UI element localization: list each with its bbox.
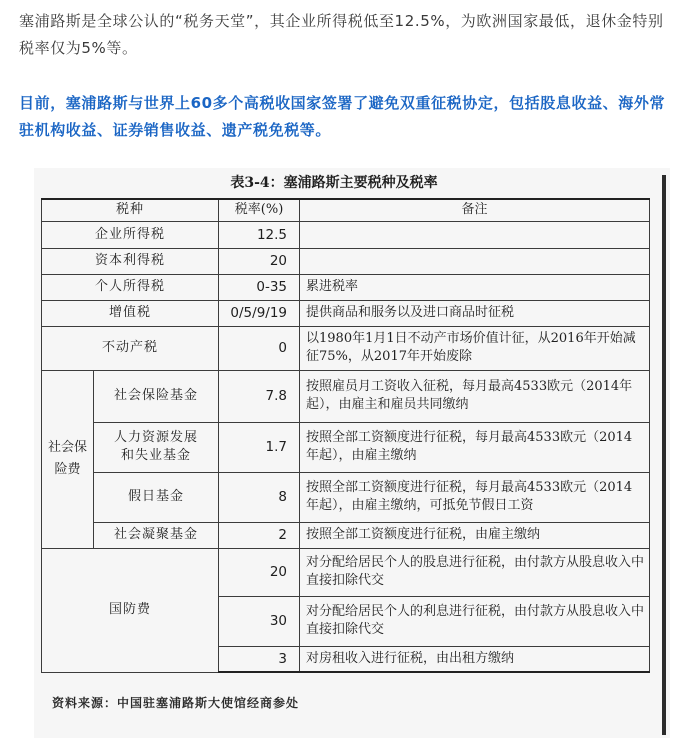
- tax-rate: 0-35: [219, 274, 300, 300]
- tax-rate: 3: [219, 646, 300, 672]
- tax-rate: 20: [219, 548, 300, 596]
- tax-type: 增值税: [42, 300, 219, 326]
- tax-note: [300, 221, 650, 248]
- tax-rate: 30: [219, 596, 300, 646]
- tax-note: 对分配给居民个人的利息进行征税，由付款方从股息收入中直接扣除代交: [300, 596, 650, 646]
- tax-type: 个人所得税: [42, 274, 219, 300]
- table-row: [42, 274, 650, 300]
- defense-levy-type: 国防费: [42, 548, 219, 672]
- tax-rate: 1.7: [219, 422, 300, 472]
- tax-note: 按照雇员月工资收入征税，每月最高4533欧元（2014年起），由雇主和雇员共同缴纳: [300, 370, 650, 422]
- tax-note: 按照全部工资额度进行征税，由雇主缴纳: [300, 522, 650, 548]
- tax-rate: 12.5: [219, 221, 300, 248]
- tax-type: 社会凝聚基金: [94, 522, 219, 548]
- tax-note: 对分配给居民个人的股息进行征税，由付款方从股息收入中直接扣除代交: [300, 548, 650, 596]
- tax-type: 不动产税: [42, 326, 219, 370]
- tax-type: 社会保险基金: [94, 370, 219, 422]
- table-row: [42, 300, 650, 326]
- tax-type: 人力资源发展和失业基金: [94, 422, 219, 472]
- table-row: [42, 472, 650, 522]
- tax-note: 以1980年1月1日不动产市场价值计征，从2016年开始减征75%，从2017年开始废除: [300, 326, 650, 370]
- tax-rate: 2: [219, 522, 300, 548]
- table-row: [42, 522, 650, 548]
- table-row: [42, 548, 650, 596]
- tax-note: 对房租收入进行征税，由出租方缴纳: [300, 646, 650, 672]
- tax-rate: 7.8: [219, 370, 300, 422]
- tax-rate: 20: [219, 248, 300, 274]
- tax-note: 按照全部工资额度进行征税，每月最高4533欧元（2014年起），由雇主缴纳: [300, 422, 650, 472]
- tax-rate: 8: [219, 472, 300, 522]
- tax-note: 累进税率: [300, 274, 650, 300]
- tax-type: 资本利得税: [42, 248, 219, 274]
- tax-note: 按照全部工资额度进行征税，每月最高4533欧元（2014年起），由雇主缴纳，可抵免节假日工资: [300, 472, 650, 522]
- table-row: [42, 422, 650, 472]
- tax-rate: 0/5/9/19: [219, 300, 300, 326]
- header-rate: 税率(%): [219, 199, 300, 221]
- tax-note: [300, 248, 650, 274]
- table-row: [42, 248, 650, 274]
- table-source-note: 资料来源：中国驻塞浦路斯大使馆经商参处: [52, 696, 300, 710]
- tax-rate: 0: [219, 326, 300, 370]
- table-row: [42, 221, 650, 248]
- tax-type: 企业所得税: [42, 221, 219, 248]
- tax-table: [41, 198, 650, 673]
- header-tax-type: 税种: [42, 199, 219, 221]
- tax-note: 提供商品和服务以及进口商品时征税: [300, 300, 650, 326]
- table-row: [42, 326, 650, 370]
- table-row: [42, 370, 650, 422]
- image-edge-bar: [662, 175, 666, 735]
- social-insurance-group: 社会保险费: [42, 370, 94, 548]
- header-note: 备注: [300, 199, 650, 221]
- intro-paragraph-tax-haven: 塞浦路斯是全球公认的“税务天堂”，其企业所得税低至12.5%，为欧洲国家最低，退休金特别税率仅为5%等。: [19, 12, 664, 57]
- intro-paragraph-treaties: 目前，塞浦路斯与世界上60多个高税收国家签署了避免双重征税协定，包括股息收益、海外常驻机构收益、证券销售收益、遗产税免税等。: [19, 94, 666, 139]
- table-title: 表3-4：塞浦路斯主要税种及税率: [230, 175, 438, 191]
- table-header-row: [42, 199, 650, 221]
- tax-type: 假日基金: [94, 472, 219, 522]
